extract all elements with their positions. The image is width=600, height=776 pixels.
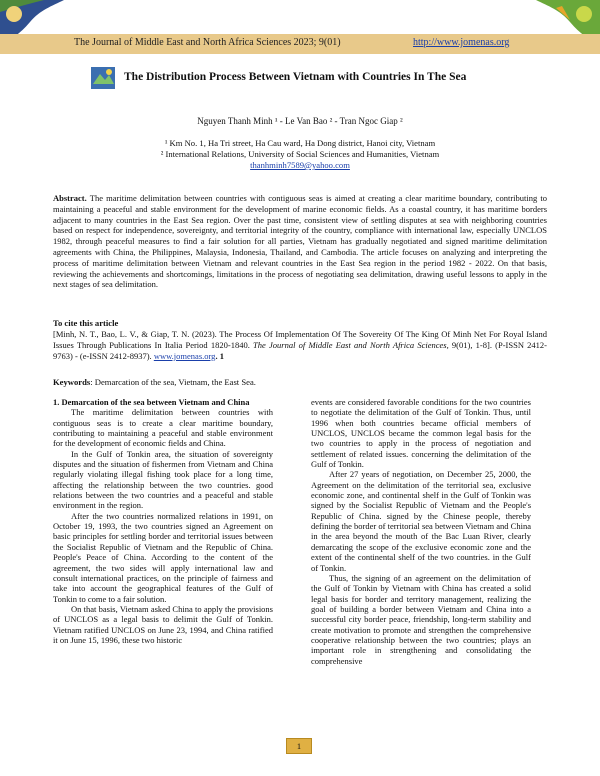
body-paragraph: In the Gulf of Tonkin area, the situation of sovereignty disputes and the situation of fishermen from Vietnam and China regularly violating illegal fishing took place for a long time, affecting the relationship between the two countries. good relations between the two countries and a peaceful and stable environment in the region. xyxy=(53,448,273,511)
page-number: 1 xyxy=(286,738,312,754)
abstract-label: Abstract. xyxy=(53,193,87,203)
citation-journal: The Journal of Middle East and North Africa Sciences, xyxy=(253,339,449,350)
body-paragraph: Thus, the signing of an agreement on the delimitation of the Gulf of Tonkin by Vietnam with China has created a solid legal basis for border and territory management, realizing the goal of building a border between Vietnam and China into a successful city border peace, friendship, long-term stability and create motivation to promote and strengthen the comprehensive cooperative relationship between the two countries; plays an important role in strengthening and consolidating the comprehensive xyxy=(311,572,531,666)
body-paragraph: After the two countries normalized relations in 1991, on October 19, 1993, the two countries signed an Agreement on basic principles for settling border and territorial issues between the Socialist Republic of Vietnam and the Republic of China. People's Peace of China. According to the content of the agreement, the two sides will apply international law and consult international practices, on the principle of fairness and take into account the geographical features of the Gulf of Tonkin to come to a fair solution. xyxy=(53,510,273,604)
paper-title: The Distribution Process Between Vietnam with Countries In The Sea xyxy=(124,71,467,83)
affiliation-1: ¹ Km No. 1, Ha Tri street, Ha Cau ward, Ha Dong district, Hanoi city, Vietnam xyxy=(164,138,436,148)
body-paragraph: After 27 years of negotiation, on December 25, 2000, the Agreement on the delimitation of the territorial sea, exclusive economic zone, and continental shelf in the Gulf of Tonkin was signed by the Socialist Republic of Vietnam and the People's Republic of China. signed by the Chinese people, thereby defining the border of territorial sea between Vietnam and China in the area beyond the mouth of the Bac Luan River, clearly demarcating the scope of the exclusive economic zone and the extent of the continental shelf of the two countries. in the Gulf of Tonkin. xyxy=(311,469,531,573)
citation-tail: 9(01), 1-8]. (P-ISSN 2412- 9763) - (e-ISSN 2412-8937). xyxy=(53,339,547,361)
journal-url-link[interactable]: http://www.jomenas.org xyxy=(413,37,510,48)
journal-emblem-icon xyxy=(90,66,116,90)
citation-main: [Minh, N. T., Bao, L. V., & Giap, T. N. (2023). The Process Of Implementation Of The Sovereity Of The King Of Minh Net For Royal Island Issues Through Publications In Italia Period 1820-1840. xyxy=(53,329,547,350)
keywords-text: : Demarcation of the sea, Vietnam, the East Sea. xyxy=(90,377,256,387)
body-paragraph: On that basis, Vietnam asked China to apply the provisions of UNCLOS as a legal basis to delimit the Gulf of Tonkin. Vietnam ratified UNCLOS on June 23, 1994, and China ratified it on June 15, 1996, these two historic xyxy=(53,603,273,645)
citation-text xyxy=(53,329,547,361)
body-column-right xyxy=(311,397,531,666)
keywords xyxy=(53,377,256,387)
affiliation-2: ² International Relations, University of Social Sciences and Humanities, Vietnam xyxy=(160,149,440,159)
journal-title: The Journal of Middle East and North Africa Sciences 2023; 9(01) xyxy=(74,37,341,48)
citation-end: . 1 xyxy=(215,350,224,361)
section-1-heading: 1. Demarcation of the sea between Vietnam and China xyxy=(53,397,250,407)
citation-link[interactable]: www.jomenas.org xyxy=(153,350,216,361)
citation-heading: To cite this article xyxy=(53,318,119,328)
author-email-link[interactable]: thanhminh7589@yahoo.com xyxy=(250,160,350,170)
body-paragraph: events are considered favorable conditions for the two countries to negotiate the delimitation of the Gulf of Tonkin. Thus, until 1996 when both countries became official members of UNCLOS, UNCLOS became the common legal basis for the two countries to apply in the process of negotiation and settlement of related issues. concerning the delimitation of the Gulf of Tonkin. xyxy=(311,397,531,470)
author-list: Nguyen Thanh Minh ¹ - Le Van Bao ² - Tran Ngoc Giap ² xyxy=(197,116,403,126)
abstract-text: The maritime delimitation between countries with contiguous seas is aimed at creating a clear maritime boundary, contributing to maintaining a peaceful and stable environment for the development of marine economic fields. As a coastal country, it has maritime borders adjacent to many countries in the East Sea region. Over the past time, consistent view of settling disputes at sea with neighboring countries based on respect for independence, sovereignty, and territorial integrity of the country, compliance with international law, especially UNCLOS 1982, through peaceful measures to find a fair solution for all parties, Vietnam has gradually negotiated and signed maritime delimitation agreements with China, the Philippines, Malaysia, Indonesia, Thailand, and Cambodia. The article focuses on analyzing and interpreting the process of maritime delimitation between Vietnam and relevant countries in the East Sea region in the period 1982 - 2022. On that basis, reviewing the achievements and shortcomings, limitations in the process of negotiating sea delimitation, drawing useful lessons to apply in the next stages of sea delimitation. xyxy=(53,193,547,290)
keywords-label: Keywords xyxy=(53,377,91,387)
body-paragraph: The maritime delimitation between countries with contiguous seas is to create a clear maritime boundary, contributing to maintaining a peaceful and stable environment for the development of economic fields and China. xyxy=(53,407,273,449)
body-column-left xyxy=(53,397,273,645)
abstract xyxy=(53,193,547,290)
